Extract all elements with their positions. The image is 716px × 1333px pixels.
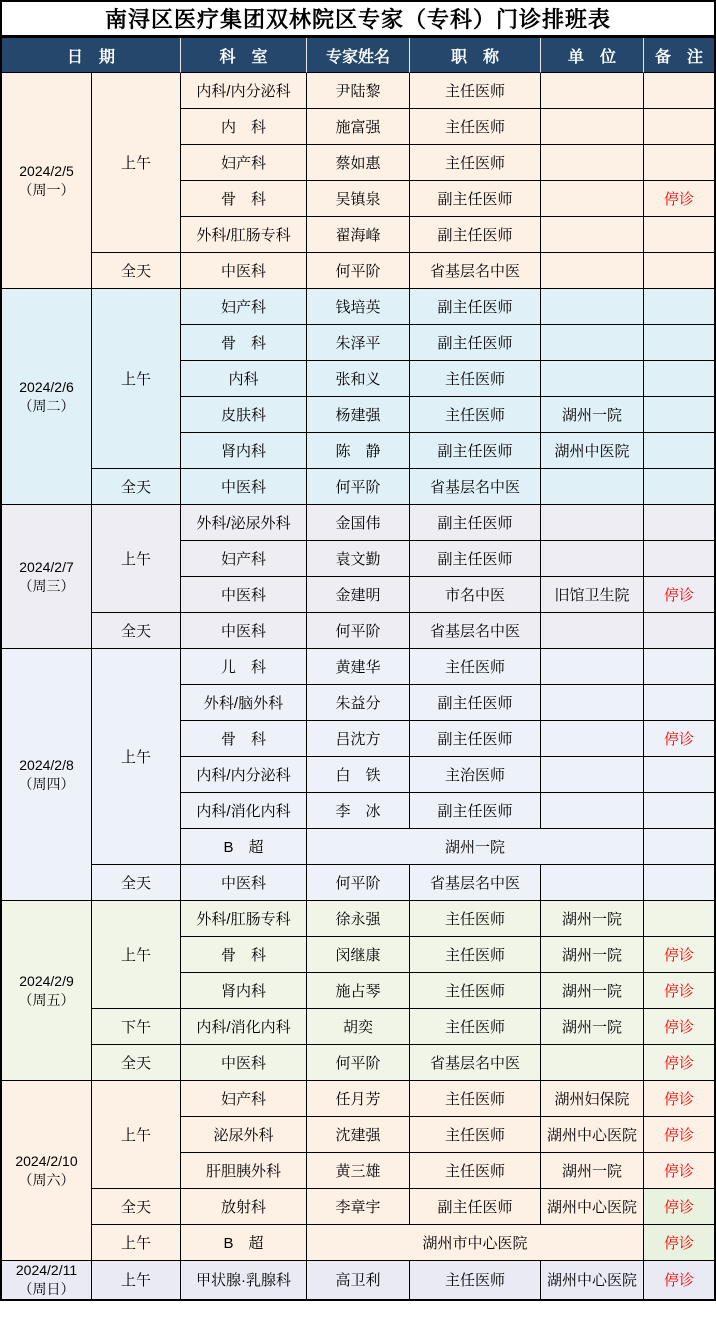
dept-cell: 外科/肛肠专科 [181, 901, 307, 937]
dept-cell: 内 科 [181, 109, 307, 145]
expert-name-cell: 沈建强 [307, 1117, 410, 1153]
job-title-cell: 主任医师 [410, 937, 541, 973]
dept-cell: 中医科 [181, 469, 307, 505]
dept-cell: 放射科 [181, 1189, 307, 1225]
dept-cell: 妇产科 [181, 145, 307, 181]
date-text: 2024/2/5 [19, 162, 74, 179]
date-text: 2024/2/8 [19, 756, 74, 773]
expert-name-cell: 何平阶 [307, 865, 410, 901]
unit-cell: 湖州一院 [541, 1153, 644, 1189]
remark-cell [644, 397, 714, 433]
unit-cell [541, 73, 644, 109]
dept-cell: 外科/肛肠专科 [181, 217, 307, 253]
session-cell: 上午 [92, 1225, 181, 1261]
dept-cell: 肾内科 [181, 973, 307, 1009]
expert-name-cell: 钱培英 [307, 289, 410, 325]
schedule-row [2, 1225, 714, 1261]
job-title-cell: 主任医师 [410, 1153, 541, 1189]
unit-cell: 湖州中心医院 [541, 1117, 644, 1153]
remark-cell: 停诊 [644, 577, 714, 613]
session-cell: 全天 [92, 1189, 181, 1225]
job-title-cell: 副主任医师 [410, 325, 541, 361]
expert-name-cell: 杨建强 [307, 397, 410, 433]
unit-cell: 湖州一院 [541, 973, 644, 1009]
unit-cell [541, 685, 644, 721]
unit-cell [541, 289, 644, 325]
remark-cell [644, 289, 714, 325]
remark-cell: 停诊 [644, 1045, 714, 1081]
date-cell [2, 289, 92, 505]
page-title: 南浔区医疗集团双林院区专家（专科）门诊排班表 [2, 2, 714, 35]
dept-cell: 儿 科 [181, 649, 307, 685]
job-title-cell: 副主任医师 [410, 289, 541, 325]
expert-name-cell: 何平阶 [307, 253, 410, 289]
job-title-cell: 省基层名中医 [410, 253, 541, 289]
job-title-cell: 主任医师 [410, 73, 541, 109]
unit-cell: 湖州一院 [541, 397, 644, 433]
remark-cell [644, 649, 714, 685]
dept-cell: 中医科 [181, 613, 307, 649]
weekday-text: （周三） [18, 577, 75, 594]
schedule-row [2, 1009, 714, 1045]
expert-name-cell: 朱益分 [307, 685, 410, 721]
dept-cell: 内科/内分泌科 [181, 73, 307, 109]
session-cell: 全天 [92, 469, 181, 505]
expert-name-cell: 施占琴 [307, 973, 410, 1009]
date-cell [2, 1261, 92, 1299]
col-header-expert-name: 专家姓名 [307, 38, 410, 73]
unit-cell [541, 253, 644, 289]
schedule-row [2, 505, 714, 541]
job-title-cell: 主任医师 [410, 145, 541, 181]
expert-name-cell: 闵继康 [307, 937, 410, 973]
schedule-table [2, 35, 714, 1299]
expert-name-cell: 何平阶 [307, 613, 410, 649]
unit-cell: 湖州中医院 [541, 433, 644, 469]
remark-cell: 停诊 [644, 1153, 714, 1189]
date-text: 2024/2/7 [19, 558, 74, 575]
unit-cell [541, 865, 644, 901]
weekday-text: （周六） [18, 1171, 75, 1188]
expert-name-cell: 黄三雄 [307, 1153, 410, 1189]
schedule-row [2, 613, 714, 649]
dept-cell: 中医科 [181, 577, 307, 613]
job-title-cell: 副主任医师 [410, 685, 541, 721]
expert-name-cell: 白 铁 [307, 757, 410, 793]
unit-cell: 湖州一院 [541, 901, 644, 937]
remark-cell: 停诊 [644, 721, 714, 757]
dept-cell: B 超 [181, 1225, 307, 1261]
remark-cell [644, 217, 714, 253]
schedule-row [2, 649, 714, 685]
unit-cell [541, 109, 644, 145]
schedule-row [2, 289, 714, 325]
unit-cell [541, 217, 644, 253]
unit-cell [541, 181, 644, 217]
col-header-job-title: 职 称 [410, 38, 541, 73]
dept-cell: 泌尿外科 [181, 1117, 307, 1153]
dept-cell: 内科/消化内科 [181, 793, 307, 829]
job-title-cell: 副主任医师 [410, 721, 541, 757]
dept-cell: 中医科 [181, 1045, 307, 1081]
expert-name-cell: 任月芳 [307, 1081, 410, 1117]
job-title-cell: 副主任医师 [410, 1189, 541, 1225]
remark-cell [644, 361, 714, 397]
dept-cell: 妇产科 [181, 541, 307, 577]
expert-name-cell: 施富强 [307, 109, 410, 145]
date-text: 2024/2/9 [19, 972, 74, 989]
remark-cell [644, 865, 714, 901]
weekday-text: （周日） [18, 1280, 75, 1297]
expert-name-cell: 吕沈方 [307, 721, 410, 757]
date-text: 2024/2/6 [19, 378, 74, 395]
session-cell: 上午 [92, 505, 181, 613]
unit-cell: 湖州中心医院 [541, 1189, 644, 1225]
dept-cell: 骨 科 [181, 325, 307, 361]
session-cell: 上午 [92, 289, 181, 469]
job-title-cell: 主任医师 [410, 973, 541, 1009]
unit-cell [541, 541, 644, 577]
dept-cell: 妇产科 [181, 1081, 307, 1117]
col-header-remark: 备 注 [644, 38, 714, 73]
remark-cell [644, 613, 714, 649]
dept-cell: 内科 [181, 361, 307, 397]
table-header [2, 38, 714, 73]
job-title-cell: 副主任医师 [410, 217, 541, 253]
dept-cell: 肾内科 [181, 433, 307, 469]
unit-cell [541, 649, 644, 685]
expert-name-cell: 尹陆黎 [307, 73, 410, 109]
schedule-row [2, 865, 714, 901]
session-cell: 上午 [92, 73, 181, 253]
schedule-row [2, 1081, 714, 1117]
expert-name-cell: 何平阶 [307, 1045, 410, 1081]
unit-cell: 湖州一院 [541, 937, 644, 973]
job-title-cell: 主任医师 [410, 649, 541, 685]
remark-cell [644, 109, 714, 145]
job-title-cell: 市名中医 [410, 577, 541, 613]
schedule-row [2, 469, 714, 505]
expert-name-cell: 翟海峰 [307, 217, 410, 253]
dept-cell: 中医科 [181, 865, 307, 901]
expert-name-cell: 金国伟 [307, 505, 410, 541]
unit-cell [541, 505, 644, 541]
merged-unit-cell: 湖州市中心医院 [307, 1225, 644, 1261]
remark-cell [644, 469, 714, 505]
job-title-cell: 主任医师 [410, 109, 541, 145]
session-cell: 全天 [92, 613, 181, 649]
remark-cell: 停诊 [644, 1117, 714, 1153]
job-title-cell: 主治医师 [410, 757, 541, 793]
date-text: 2024/2/10 [15, 1152, 78, 1169]
remark-cell: 停诊 [644, 937, 714, 973]
expert-name-cell: 黄建华 [307, 649, 410, 685]
schedule-row [2, 1261, 714, 1299]
date-cell [2, 649, 92, 901]
job-title-cell: 主任医师 [410, 901, 541, 937]
dept-cell: B 超 [181, 829, 307, 865]
unit-cell: 湖州妇保院 [541, 1081, 644, 1117]
expert-name-cell: 袁文勤 [307, 541, 410, 577]
job-title-cell: 主任医师 [410, 1081, 541, 1117]
job-title-cell: 副主任医师 [410, 181, 541, 217]
col-header-dept: 科 室 [181, 38, 307, 73]
unit-cell [541, 757, 644, 793]
unit-cell [541, 361, 644, 397]
session-cell: 下午 [92, 1009, 181, 1045]
dept-cell: 中医科 [181, 253, 307, 289]
expert-name-cell: 蔡如惠 [307, 145, 410, 181]
expert-name-cell: 胡奕 [307, 1009, 410, 1045]
job-title-cell: 主任医师 [410, 1261, 541, 1299]
expert-name-cell: 朱泽平 [307, 325, 410, 361]
schedule-row [2, 1189, 714, 1225]
job-title-cell: 省基层名中医 [410, 1045, 541, 1081]
table-body [2, 73, 714, 1299]
unit-cell [541, 145, 644, 181]
expert-name-cell: 陈 静 [307, 433, 410, 469]
dept-cell: 外科/泌尿外科 [181, 505, 307, 541]
session-cell: 上午 [92, 1081, 181, 1189]
dept-cell: 皮肤科 [181, 397, 307, 433]
date-cell [2, 73, 92, 289]
job-title-cell: 副主任医师 [410, 433, 541, 469]
unit-cell [541, 1045, 644, 1081]
unit-cell: 湖州一院 [541, 1009, 644, 1045]
job-title-cell: 副主任医师 [410, 505, 541, 541]
session-cell: 上午 [92, 649, 181, 865]
job-title-cell: 省基层名中医 [410, 865, 541, 901]
session-cell: 全天 [92, 1045, 181, 1081]
job-title-cell: 主任医师 [410, 397, 541, 433]
dept-cell: 肝胆胰外科 [181, 1153, 307, 1189]
weekday-text: （周四） [18, 775, 75, 792]
dept-cell: 妇产科 [181, 289, 307, 325]
unit-cell: 旧馆卫生院 [541, 577, 644, 613]
session-cell: 上午 [92, 901, 181, 1009]
expert-name-cell: 李 冰 [307, 793, 410, 829]
weekday-text: （周五） [18, 991, 75, 1008]
expert-name-cell: 张和义 [307, 361, 410, 397]
schedule-row [2, 901, 714, 937]
unit-cell [541, 469, 644, 505]
schedule-row [2, 1045, 714, 1081]
weekday-text: （周二） [18, 397, 75, 414]
remark-cell: 停诊 [644, 1225, 714, 1261]
unit-cell [541, 325, 644, 361]
job-title-cell: 主任医师 [410, 361, 541, 397]
remark-cell [644, 685, 714, 721]
unit-cell [541, 613, 644, 649]
remark-cell: 停诊 [644, 1009, 714, 1045]
date-cell [2, 1081, 92, 1261]
remark-cell [644, 541, 714, 577]
job-title-cell: 副主任医师 [410, 541, 541, 577]
remark-cell: 停诊 [644, 181, 714, 217]
expert-name-cell: 何平阶 [307, 469, 410, 505]
session-cell: 全天 [92, 865, 181, 901]
weekday-text: （周一） [18, 181, 75, 198]
col-header-date: 日 期 [2, 38, 181, 73]
remark-cell [644, 73, 714, 109]
date-cell [2, 901, 92, 1081]
remark-cell [644, 253, 714, 289]
schedule-row [2, 253, 714, 289]
dept-cell: 骨 科 [181, 937, 307, 973]
remark-cell [644, 829, 714, 865]
job-title-cell: 省基层名中医 [410, 469, 541, 505]
remark-cell: 停诊 [644, 1189, 714, 1225]
expert-name-cell: 金建明 [307, 577, 410, 613]
dept-cell: 骨 科 [181, 721, 307, 757]
job-title-cell: 省基层名中医 [410, 613, 541, 649]
remark-cell [644, 505, 714, 541]
remark-cell: 停诊 [644, 1081, 714, 1117]
session-cell: 全天 [92, 253, 181, 289]
unit-cell: 湖州中心医院 [541, 1261, 644, 1299]
remark-cell [644, 793, 714, 829]
schedule-row [2, 73, 714, 109]
dept-cell: 内科/内分泌科 [181, 757, 307, 793]
job-title-cell: 主任医师 [410, 1009, 541, 1045]
remark-cell: 停诊 [644, 973, 714, 1009]
dept-cell: 内科/消化内科 [181, 1009, 307, 1045]
unit-cell [541, 793, 644, 829]
expert-name-cell: 徐永强 [307, 901, 410, 937]
job-title-cell: 副主任医师 [410, 793, 541, 829]
date-text: 2024/2/11 [15, 1262, 78, 1278]
expert-name-cell: 高卫利 [307, 1261, 410, 1299]
expert-name-cell: 吴镇泉 [307, 181, 410, 217]
remark-cell [644, 325, 714, 361]
remark-cell [644, 901, 714, 937]
date-cell [2, 505, 92, 649]
col-header-unit: 单 位 [541, 38, 644, 73]
remark-cell [644, 433, 714, 469]
session-cell: 上午 [92, 1261, 181, 1299]
dept-cell: 甲状腺·乳腺科 [181, 1261, 307, 1299]
merged-unit-cell: 湖州一院 [307, 829, 644, 865]
remark-cell [644, 757, 714, 793]
remark-cell [644, 145, 714, 181]
dept-cell: 骨 科 [181, 181, 307, 217]
job-title-cell: 主任医师 [410, 1117, 541, 1153]
expert-name-cell: 李章宇 [307, 1189, 410, 1225]
dept-cell: 外科/脑外科 [181, 685, 307, 721]
remark-cell: 停诊 [664, 1272, 695, 1290]
unit-cell [541, 721, 644, 757]
